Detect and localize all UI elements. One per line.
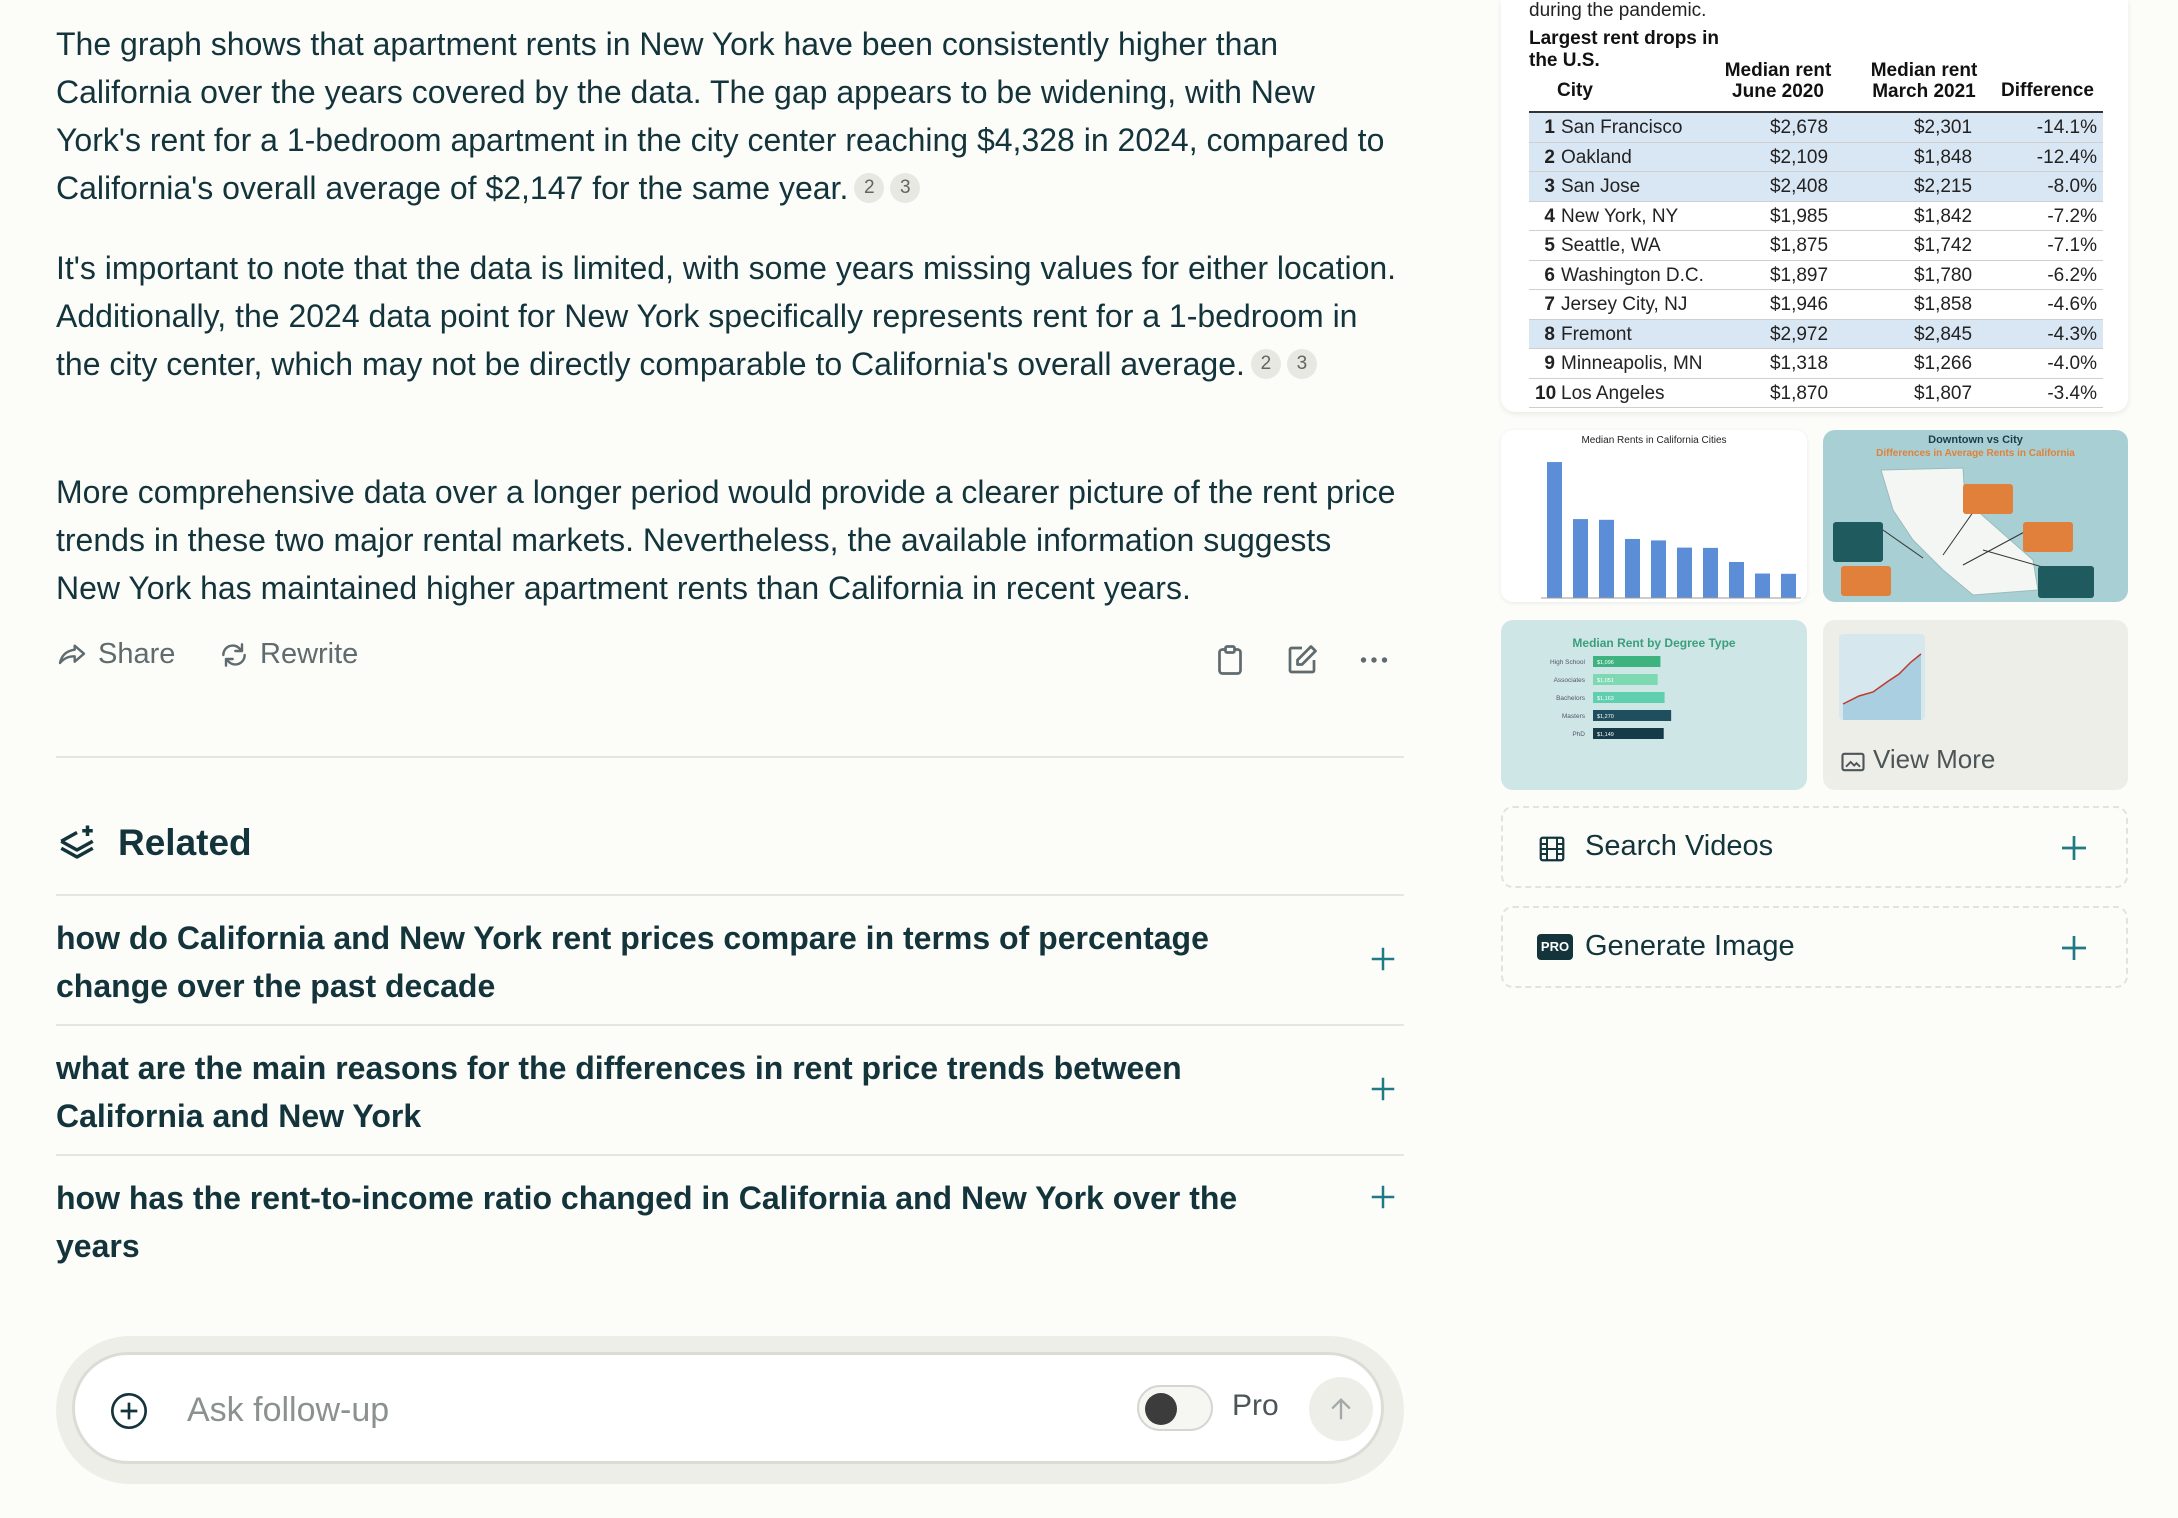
rank-cell: 10 xyxy=(1535,382,1557,404)
bar xyxy=(1755,574,1770,598)
city-cell: Minneapolis, MN xyxy=(1561,353,1703,374)
rank-cell: 6 xyxy=(1544,264,1555,286)
difference-cell: -4.0% xyxy=(2047,353,2097,374)
march-rent-cell: $2,215 xyxy=(1913,176,1973,197)
related-header: Related xyxy=(56,822,252,864)
difference-cell: -8.0% xyxy=(2047,176,2097,197)
city-cell: Seattle, WA xyxy=(1561,235,1661,256)
pro-label: Pro xyxy=(1232,1389,1279,1422)
rewrite-icon xyxy=(218,639,250,671)
preview-chart-image xyxy=(1839,634,1925,720)
degree-rent-chart xyxy=(1501,620,1807,790)
city-cell: Los Angeles xyxy=(1561,382,1665,404)
june-rent-cell: $1,897 xyxy=(1769,264,1829,286)
answer-actions xyxy=(56,638,1404,682)
rewrite-button[interactable]: Rewrite xyxy=(218,638,358,671)
march-rent-cell: $1,848 xyxy=(1913,146,1973,168)
table-row xyxy=(1529,231,2103,261)
film-icon xyxy=(1537,834,1567,864)
bar xyxy=(1547,462,1562,598)
rent-table xyxy=(1529,111,2103,408)
related-item[interactable]: how do California and New York rent prices compare in terms of percentage change over the past decade xyxy=(56,894,1404,1024)
share-button[interactable]: Share xyxy=(56,638,175,671)
table-row xyxy=(1529,379,2103,409)
ask-bar xyxy=(56,1336,1404,1484)
degree-rent-thumbnail[interactable]: Median Rent by Degree Type High School $1,096 Associates $1,051 Bachelors $1,163 Masters $1,270 PhD $1,149 xyxy=(1501,620,1807,790)
citation-badge[interactable]: 2 xyxy=(854,173,884,203)
june-rent-cell: $1,875 xyxy=(1769,235,1829,256)
attach-plus-icon[interactable] xyxy=(109,1391,149,1431)
copy-icon[interactable] xyxy=(1212,642,1248,678)
layers-icon xyxy=(56,822,98,864)
rent-drops-image-card[interactable]: during the pandemic. Largest rent drops in the U.S. City Median rent June 2020 Median rent March 2021 Difference 1 San Francisco $2,678 $2,301 -14.1% 2 Oakland $2,109 $1,848 -12.4% 3 San Jose $2,408 $2,215 -8.0% 4 New York, NY $1,985 $1,842 -7.2% 5 Seattle, WA $1,875 $1,742 -7.1% 6 Washington D.C. $1,897 $1,780 -6.2% 7 Jersey City, NJ $1,946 $1,858 -4.6% 8 Fremont $2,972 $2,845 -4.3% 9 Minneapolis, MN $1,318 $1,266 -4.0% 10 Los Angeles $1,870 $1,807 -3.4% xyxy=(1501,0,2128,412)
difference-cell: -4.3% xyxy=(2047,323,2097,345)
citation-badge[interactable]: 3 xyxy=(890,173,920,203)
degree-value: $1,163 xyxy=(1597,696,1614,702)
rank-cell: 4 xyxy=(1544,205,1555,227)
plus-icon xyxy=(1368,1074,1398,1104)
more-icon[interactable] xyxy=(1356,642,1392,678)
bar xyxy=(1677,548,1692,598)
degree-label: Bachelors xyxy=(1556,695,1585,702)
view-more-label: View More xyxy=(1873,744,1996,774)
june-rent-cell: $2,109 xyxy=(1769,146,1829,168)
answer-paragraph-3: More comprehensive data over a longer period would provide a clearer picture of the rent price trends in these two major rental markets. Nevertheless, the available information suggests New York has maintained higher apartment rents than California in recent years. xyxy=(56,474,1396,606)
march-rent-cell: $2,845 xyxy=(1913,323,1973,345)
difference-cell: -7.2% xyxy=(2047,205,2097,227)
toggle-knob xyxy=(1145,1393,1177,1425)
degree-value: $1,051 xyxy=(1597,678,1614,684)
march-rent-cell: $1,266 xyxy=(1913,353,1973,374)
search-videos-button[interactable]: Search Videos xyxy=(1501,806,2128,888)
plus-icon xyxy=(2058,932,2090,964)
ask-box xyxy=(72,1352,1384,1464)
view-more-tile[interactable] xyxy=(1823,620,2128,790)
answer-paragraph-1: The graph shows that apartment rents in New York have been consistently higher than California over the years covered by the data. The gap appears to be widening, with New York's rent for a 1-bedroom apartment in the city center reaching $4,328 in 2024, compared to California's overall average of $2,147 for the same year. 2 3 xyxy=(56,26,1385,206)
difference-cell: -6.2% xyxy=(2047,264,2097,286)
submit-button[interactable] xyxy=(1309,1377,1373,1441)
divider xyxy=(56,756,1404,758)
table-row xyxy=(1529,320,2103,350)
difference-cell: -3.4% xyxy=(2047,382,2097,404)
degree-value: $1,149 xyxy=(1597,732,1614,738)
edit-icon[interactable] xyxy=(1284,642,1320,678)
difference-cell: -12.4% xyxy=(2036,146,2097,168)
march-rent-cell: $1,842 xyxy=(1913,205,1973,227)
june-rent-cell: $2,408 xyxy=(1769,176,1829,197)
june-rent-cell: $2,972 xyxy=(1769,323,1829,345)
california-map-graphic xyxy=(1823,430,2128,602)
table-row xyxy=(1529,143,2103,173)
table-row xyxy=(1529,113,2103,143)
related-item[interactable]: how has the rent-to-income ratio changed in California and New York over the years xyxy=(56,1154,1404,1236)
share-icon xyxy=(56,639,88,671)
downtown-vs-city-thumbnail[interactable]: Downtown vs City Differences in Average Rents in California xyxy=(1823,430,2128,602)
rank-cell: 1 xyxy=(1544,117,1555,138)
rank-cell: 3 xyxy=(1544,176,1555,197)
degree-label: Masters xyxy=(1561,713,1585,720)
rank-cell: 7 xyxy=(1544,294,1555,315)
degree-label: Associates xyxy=(1553,677,1585,684)
march-rent-cell: $1,858 xyxy=(1913,294,1973,315)
bar xyxy=(1625,539,1640,598)
plus-icon xyxy=(2058,832,2090,864)
degree-value: $1,270 xyxy=(1597,714,1614,720)
difference-cell: -4.6% xyxy=(2047,294,2097,315)
bar xyxy=(1781,574,1796,598)
difference-cell: -7.1% xyxy=(2047,235,2097,256)
difference-cell: -14.1% xyxy=(2036,117,2097,138)
bar xyxy=(1599,520,1614,598)
june-rent-cell: $2,678 xyxy=(1769,117,1829,138)
table-row xyxy=(1529,261,2103,291)
degree-label: High School xyxy=(1549,659,1585,666)
city-cell: Oakland xyxy=(1561,146,1632,168)
ca-rents-thumbnail[interactable] xyxy=(1501,430,1807,602)
table-row xyxy=(1529,202,2103,232)
city-cell: New York, NY xyxy=(1561,205,1679,227)
city-cell: San Francisco xyxy=(1561,117,1683,138)
citation-badge[interactable]: 3 xyxy=(1287,349,1317,379)
table-title: Largest rent drops in the U.S. xyxy=(1529,28,1720,71)
degree-label: PhD xyxy=(1572,731,1585,738)
plus-icon xyxy=(1368,944,1398,974)
rank-cell: 9 xyxy=(1544,353,1555,374)
rank-cell: 5 xyxy=(1544,235,1555,256)
arrow-up-icon xyxy=(1327,1395,1355,1423)
citation-badge[interactable]: 2 xyxy=(1251,349,1281,379)
bar xyxy=(1651,540,1666,598)
june-rent-cell: $1,985 xyxy=(1769,205,1829,227)
images-icon xyxy=(1839,748,1867,776)
plus-icon xyxy=(1368,1182,1398,1212)
table-row xyxy=(1529,349,2103,379)
march-rent-cell: $1,780 xyxy=(1913,264,1973,286)
pro-badge: PRO xyxy=(1537,934,1573,960)
answer-paragraph-2: It's important to note that the data is limited, with some years missing values for either location. Additionally, the 2024 data point for New York specifically represents rent for a 1-bedroom in the city center, which may not be directly comparable to California's overall average. 2 3 xyxy=(56,250,1397,382)
june-rent-cell: $1,318 xyxy=(1769,353,1829,374)
pro-toggle[interactable] xyxy=(1137,1385,1213,1431)
table-row xyxy=(1529,290,2103,320)
ca-rent-chart xyxy=(1501,430,1807,602)
table-row xyxy=(1529,172,2103,202)
june-rent-cell: $1,870 xyxy=(1769,382,1829,404)
generate-image-button[interactable]: PRO Generate Image xyxy=(1501,906,2128,988)
related-item[interactable]: what are the main reasons for the differences in rent price trends between California and New York xyxy=(56,1024,1404,1154)
rank-cell: 2 xyxy=(1544,146,1555,168)
bar xyxy=(1729,562,1744,598)
march-rent-cell: $1,742 xyxy=(1913,235,1973,256)
march-rent-cell: $2,301 xyxy=(1913,117,1973,138)
bar xyxy=(1573,519,1588,598)
city-cell: Jersey City, NJ xyxy=(1561,294,1688,315)
june-rent-cell: $1,946 xyxy=(1769,294,1829,315)
rank-cell: 8 xyxy=(1544,323,1555,345)
city-cell: Washington D.C. xyxy=(1561,264,1704,286)
march-rent-cell: $1,807 xyxy=(1913,382,1973,404)
bar xyxy=(1703,548,1718,598)
chart-title: Median Rents in California Cities xyxy=(1581,435,1727,446)
city-cell: San Jose xyxy=(1561,176,1641,197)
follow-up-input[interactable] xyxy=(185,1383,1089,1437)
degree-value: $1,096 xyxy=(1597,660,1614,666)
city-cell: Fremont xyxy=(1561,323,1632,345)
